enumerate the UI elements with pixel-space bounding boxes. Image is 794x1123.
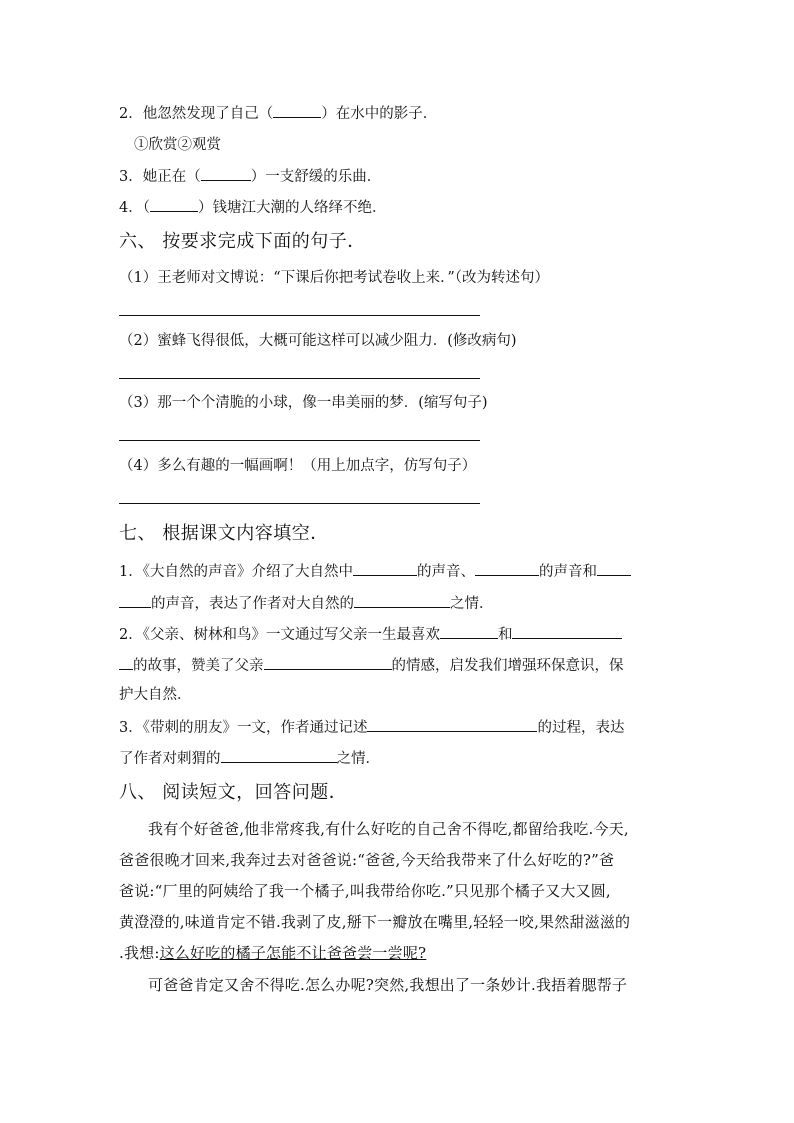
text-segment: .我想: <box>119 944 160 962</box>
passage-line-5 <box>119 943 671 963</box>
section-7-item-3-line-1 <box>119 716 624 738</box>
q5-options: ①欣赏②观赏 <box>134 137 221 153</box>
q5-item-2 <box>119 102 437 124</box>
section-6-item-1: （1）王老师对文博说：“下课后你把考试卷收上来．”（改为转述句） <box>119 270 550 286</box>
answer-blank[interactable] <box>119 592 151 608</box>
text-segment: 的过程，表达 <box>537 720 625 736</box>
answer-blank[interactable] <box>221 747 337 763</box>
answer-blank[interactable] <box>354 592 450 608</box>
passage-line-6: 可爸爸肯定又舍不得吃.怎么办呢?突然,我想出了一条妙计.我捂着腮帮子 <box>148 976 628 994</box>
text-segment: 的声音、 <box>416 564 475 580</box>
answer-line-4[interactable] <box>119 503 480 504</box>
text-segment: 的声音，表达了作者对大自然的 <box>151 596 354 612</box>
passage-line-3: 爸说:“厂里的阿姨给了我一个橘子,叫我带给你吃.”只见那个橘子又大又圆, <box>119 882 611 900</box>
text-segment: 的故事，赞美了父亲 <box>133 658 264 674</box>
q5-item-4 <box>119 196 386 218</box>
section-7-item-2-line-2 <box>119 654 624 676</box>
text-segment: 之情． <box>450 596 494 612</box>
section-6-title: 六、 按要求完成下面的句子． <box>119 231 366 252</box>
answer-line-1[interactable] <box>119 315 480 316</box>
answer-blank[interactable] <box>512 623 622 639</box>
section-8-title: 八、 阅读短文，回答问题． <box>119 782 348 803</box>
text-segment: 的声音和 <box>538 564 597 580</box>
passage-line-2: 爸爸很晚才回来,我奔过去对爸爸说:“爸爸,今天给我带来了什么好吃的?”爸 <box>119 851 615 869</box>
answer-blank[interactable] <box>119 654 133 670</box>
answer-blank[interactable] <box>201 165 251 181</box>
answer-blank[interactable] <box>150 196 198 212</box>
text-segment: 和 <box>497 627 513 643</box>
text-segment: 1．《大自然的声音》介绍了大自然中 <box>119 564 353 580</box>
answer-blank[interactable] <box>475 560 539 576</box>
section-6-item-4: （4）多么有趣的一幅画啊！（用上加点字，仿写句子） <box>119 458 477 474</box>
section-6-item-2: （2）蜜蜂飞得很低，大概可能这样可以减少阻力．(修改病句) <box>119 333 517 349</box>
answer-blank[interactable] <box>597 560 631 576</box>
answer-blank[interactable] <box>273 102 321 118</box>
section-7-item-3-line-2 <box>119 747 380 769</box>
answer-blank[interactable] <box>367 716 537 732</box>
answer-line-2[interactable] <box>119 378 480 379</box>
text-segment: 3．《带刺的朋友》一文，作者通过记述 <box>119 720 368 736</box>
q5-item-4-pre: 4．（ <box>119 200 150 216</box>
section-7-title: 七、 根据课文内容填空． <box>119 523 329 544</box>
text-segment: 之情． <box>336 751 380 767</box>
q5-item-4-post: ）钱塘江大潮的人络绎不绝． <box>197 200 387 216</box>
passage-line-4: 黄澄澄的,味道肯定不错.我剥了皮,掰下一瓣放在嘴里,轻轻一咬,果然甜滋滋的 <box>119 913 631 931</box>
section-6-item-3: （3）那一个个清脆的小球，像一串美丽的梦．(缩写句子) <box>119 395 488 411</box>
section-7-item-1-line-1 <box>119 560 631 582</box>
answer-blank[interactable] <box>264 654 392 670</box>
text-segment: 了作者对刺猬的 <box>119 751 221 767</box>
passage-line-1: 我有个好爸爸,他非常疼我,有什么好吃的自己舍不得吃,都留给我吃.今天, <box>148 820 629 838</box>
q5-item-2-pre: 2．他忽然发现了自己（ <box>119 106 274 122</box>
answer-blank[interactable] <box>353 560 417 576</box>
q5-item-2-post: ）在水中的影子． <box>321 106 438 122</box>
text-segment: 2．《父亲、树林和鸟》一文通过写父亲一生最喜欢 <box>119 627 440 643</box>
section-7-item-2-line-3: 护大自然． <box>119 687 192 703</box>
answer-line-3[interactable] <box>119 440 480 441</box>
answer-blank[interactable] <box>440 623 498 639</box>
underlined-sentence: 这么好吃的橘子怎能不让爸爸尝一尝呢? <box>159 944 427 962</box>
q5-item-3-post: ）一支舒缓的乐曲． <box>250 169 382 185</box>
section-7-item-2-line-1 <box>119 623 622 645</box>
q5-item-3-pre: 3．她正在（ <box>119 169 201 185</box>
text-segment: 的情感，启发我们增强环保意识，保 <box>391 658 624 674</box>
section-7-item-1-line-2 <box>119 592 494 614</box>
q5-item-3 <box>119 165 381 187</box>
